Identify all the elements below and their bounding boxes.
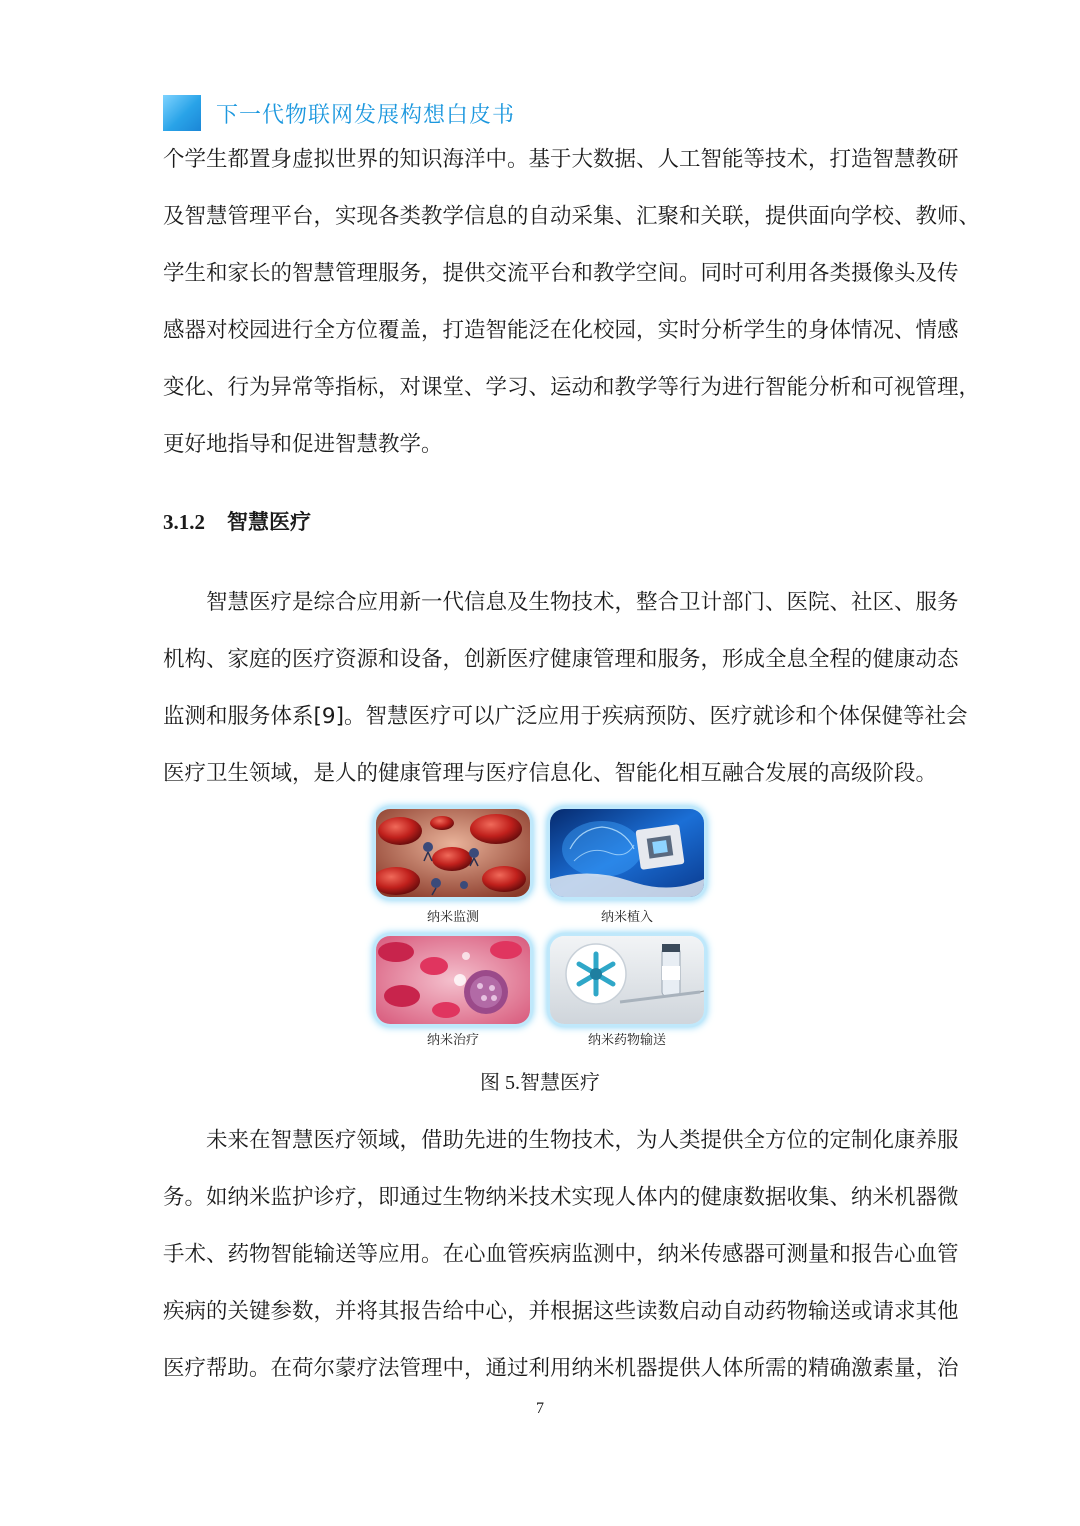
text-line: 医疗卫生领域，是人的健康管理与医疗信息化、智能化相互融合发展的高级阶段。 — [163, 761, 938, 786]
caption-nano-monitoring: 纳米监测 — [426, 909, 479, 924]
text-line: 及智慧管理平台，实现各类教学信息的自动采集、汇聚和关联，提供面向学校、教师、 — [163, 204, 981, 229]
section-heading — [163, 506, 311, 536]
nano-drug-delivery-image — [550, 936, 704, 1024]
figure-caption-title: 智慧医疗 — [520, 1070, 600, 1094]
nano-monitoring-image — [376, 809, 530, 897]
caption-nano-therapy: 纳米治疗 — [426, 1032, 479, 1047]
text-line: 疾病的关键参数，并将其报告给中心，并根据这些读数启动自动药物输送或请求其他 — [163, 1299, 959, 1324]
nano-implant-image — [550, 809, 704, 897]
text-line: 智慧医疗是综合应用新一代信息及生物技术，整合卫计部门、医院、社区、服务 — [206, 590, 959, 615]
figure-smart-medical — [370, 803, 710, 1055]
page-header — [163, 95, 515, 131]
text-line: 未来在智慧医疗领域，借助先进的生物技术，为人类提供全方位的定制化康养服 — [206, 1128, 959, 1153]
header-color-block — [163, 95, 201, 131]
figure-caption-number: 图 5. — [480, 1072, 520, 1094]
text-line: 监测和服务体系[9]。智慧医疗可以广泛应用于疾病预防、医疗就诊和个体保健等社会 — [163, 704, 968, 729]
caption-nano-drug-delivery: 纳米药物输送 — [587, 1032, 666, 1047]
document-title: 下一代物联网发展构想白皮书 — [216, 102, 516, 128]
text-line: 变化、行为异常等指标，对课堂、学习、运动和教学等行为进行智能分析和可视管理， — [163, 375, 981, 400]
text-line: 学生和家长的智慧管理服务，提供交流平台和教学空间。同时可利用各类摄像头及传 — [163, 261, 959, 286]
paragraph-future-medical — [163, 1112, 959, 1397]
text-line: 感器对校园进行全方位覆盖，打造智能泛在化校园，实时分析学生的身体情况、情感 — [163, 318, 959, 343]
section-number: 3.1.2 — [163, 510, 205, 534]
section-title: 智慧医疗 — [227, 510, 311, 534]
page-number: 7 — [536, 1400, 544, 1417]
paragraph-smart-education — [163, 131, 981, 473]
caption-nano-implant: 纳米植入 — [600, 909, 653, 924]
text-line: 手术、药物智能输送等应用。在心血管疾病监测中，纳米传感器可测量和报告心血管 — [163, 1242, 959, 1267]
figure-caption — [0, 1066, 1080, 1095]
text-line: 医疗帮助。在荷尔蒙疗法管理中，通过利用纳米机器提供人体所需的精确激素量，治 — [163, 1356, 959, 1381]
paragraph-smart-medical-intro — [163, 574, 968, 802]
text-line: 务。如纳米监护诊疗，即通过生物纳米技术实现人体内的健康数据收集、纳米机器微 — [163, 1185, 959, 1210]
text-line: 个学生都置身虚拟世界的知识海洋中。基于大数据、人工智能等技术，打造智慧教研 — [163, 147, 959, 172]
nano-therapy-image — [376, 936, 530, 1024]
text-line: 更好地指导和促进智慧教学。 — [163, 432, 443, 457]
text-line: 机构、家庭的医疗资源和设备，创新医疗健康管理和服务，形成全息全程的健康动态 — [163, 647, 959, 672]
